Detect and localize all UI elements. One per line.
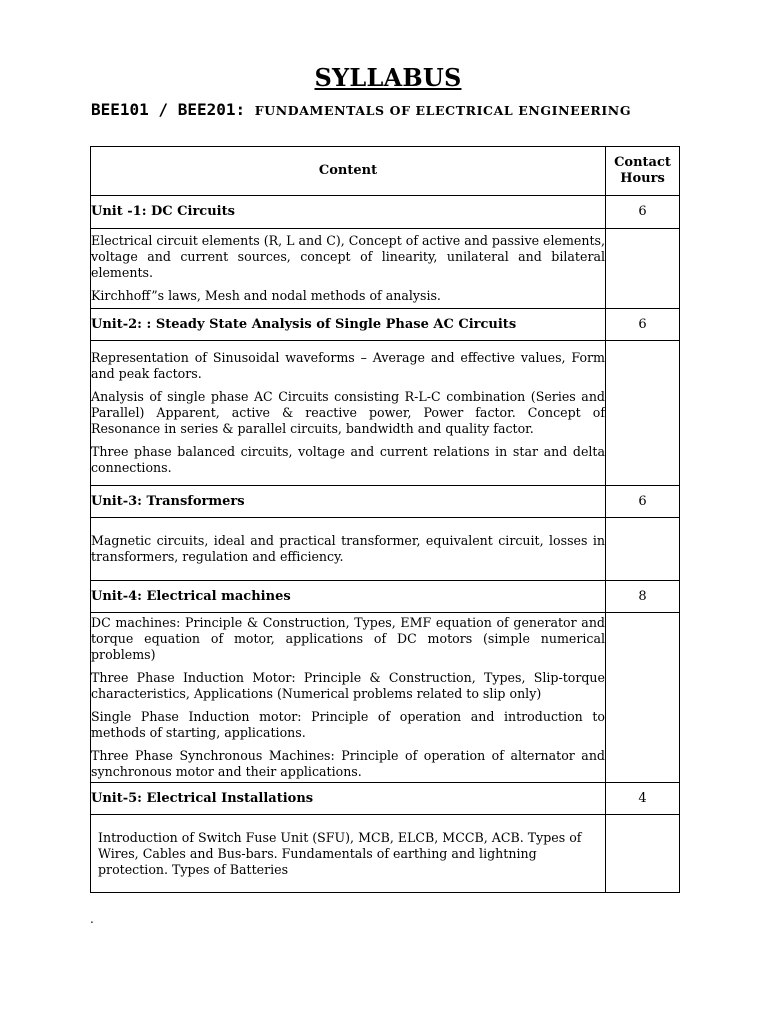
course-codes: BEE101 / BEE201:	[91, 100, 246, 119]
unit-4-hours: 8	[606, 581, 680, 613]
unit-title-row	[91, 196, 680, 229]
unit-2-hours-blank	[606, 341, 680, 486]
unit-content-row	[91, 229, 680, 309]
syllabus-table	[90, 146, 680, 893]
unit-3-hours-blank	[606, 518, 680, 581]
unit-2-paragraph: Three phase balanced circuits, voltage and current relations in star and delta connections.	[91, 444, 605, 475]
content-column-header: Content	[91, 147, 606, 196]
unit-1-description	[91, 229, 606, 309]
course-heading	[91, 100, 711, 119]
unit-5-hours-blank	[606, 815, 680, 893]
unit-content-row	[91, 341, 680, 486]
page-title: SYLLABUS	[314, 63, 462, 92]
unit-2-paragraph: Analysis of single phase AC Circuits consisting R-L-C combination (Series and Parallel) Apparent, active & reactive power, Power factor. Concept of Resonance in series & parallel circuits, bandwidth and quality factor.	[91, 389, 605, 436]
unit-1-title: Unit -1: DC Circuits	[91, 196, 606, 229]
unit-4-paragraph: Three Phase Synchronous Machines: Principle of operation of alternator and synchronous motor and their applications.	[91, 748, 605, 779]
unit-1-hours: 6	[606, 196, 680, 229]
unit-content-row	[91, 613, 680, 783]
contact-hours-column-header	[606, 147, 680, 196]
unit-4-description	[91, 613, 606, 783]
unit-1-paragraph: Electrical circuit elements (R, L and C), Concept of active and passive elements, voltage and current sources, concept of linearity, unilateral and bilateral elements.	[91, 233, 605, 280]
table-header-row	[91, 147, 680, 196]
unit-4-paragraph: Three Phase Induction Motor: Principle & Construction, Types, Slip-torque characteristics, Applications (Numerical problems related to slip only)	[91, 670, 605, 701]
unit-4-paragraph: Single Phase Induction motor: Principle of operation and introduction to methods of starting, applications.	[91, 709, 605, 740]
unit-title-row	[91, 783, 680, 815]
unit-3-hours: 6	[606, 486, 680, 518]
footer-mark: .	[90, 912, 94, 926]
unit-2-hours: 6	[606, 309, 680, 341]
unit-4-hours-blank	[606, 613, 680, 783]
unit-content-row	[91, 518, 680, 581]
unit-1-paragraph: Kirchhoff”s laws, Mesh and nodal methods of analysis.	[91, 288, 441, 303]
unit-1-hours-blank	[606, 229, 680, 309]
hours-header-line1: Contact	[614, 155, 671, 170]
hours-header-line2: Hours	[620, 171, 665, 186]
unit-4-title: Unit-4: Electrical machines	[91, 581, 606, 613]
unit-4-paragraph: DC machines: Principle & Construction, Types, EMF equation of generator and torque equation of motor, applications of DC motors (simple numerical problems)	[91, 615, 605, 662]
unit-5-description	[91, 815, 606, 893]
unit-2-description	[91, 341, 606, 486]
unit-3-title: Unit-3: Transformers	[91, 486, 606, 518]
unit-5-hours: 4	[606, 783, 680, 815]
unit-3-paragraph: Magnetic circuits, ideal and practical transformer, equivalent circuit, losses in transformers, regulation and efficiency.	[91, 533, 605, 564]
unit-5-title: Unit-5: Electrical Installations	[91, 783, 606, 815]
unit-content-row	[91, 815, 680, 893]
course-name: FUNDAMENTALS OF ELECTRICAL ENGINEERING	[254, 103, 632, 118]
unit-title-row	[91, 581, 680, 613]
unit-title-row	[91, 486, 680, 518]
unit-2-paragraph: Representation of Sinusoidal waveforms – Average and effective values, Form and peak factors.	[91, 350, 605, 381]
unit-3-description	[91, 518, 606, 581]
unit-5-paragraph: Introduction of Switch Fuse Unit (SFU), MCB, ELCB, MCCB, ACB. Types of Wires, Cables and Bus-bars. Fundamentals of earthing and lightning protection. Types of Batteries	[98, 829, 582, 877]
unit-2-title: Unit-2: : Steady State Analysis of Single Phase AC Circuits	[91, 309, 606, 341]
unit-title-row	[91, 309, 680, 341]
